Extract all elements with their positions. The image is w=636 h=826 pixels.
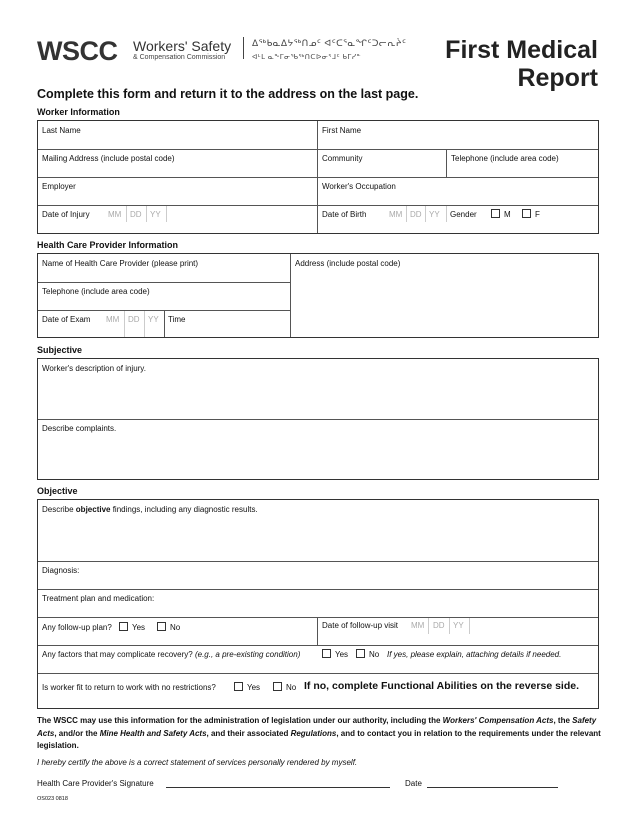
gender-f-checkbox[interactable] (522, 209, 531, 218)
complaints-field[interactable]: Describe complaints. (42, 424, 117, 433)
gender-m-checkbox[interactable] (491, 209, 500, 218)
followup-yy-field[interactable]: YY (453, 621, 464, 630)
findings-bold: objective (75, 505, 111, 514)
worker-telephone-field[interactable]: Telephone (include area code) (451, 154, 559, 163)
community-field[interactable]: Community (322, 154, 363, 163)
first-name-field[interactable]: First Name (322, 126, 362, 135)
logo-compensation: & Compensation Commission (133, 54, 226, 61)
title-line-1: First Medical (445, 36, 598, 64)
birth-yy-field[interactable]: YY (429, 210, 440, 219)
followup-no-checkbox[interactable] (157, 622, 166, 631)
treatment-field[interactable]: Treatment plan and medication: (42, 594, 155, 603)
injury-mm-field[interactable]: MM (108, 210, 122, 219)
provider-info-box (37, 253, 599, 338)
logo-syllabics-line1: ᐃᖅᑲᓇᐃᔭᖅᑎᓄᑦ ᐊᑦᑕᕐᓇᖏᑦᑐᓕᕆᔩᑦ (252, 38, 407, 48)
certification-statement: I hereby certify the above is a correct statement of services personally rendered by myself. (37, 758, 358, 767)
legal-p3: , and/or the (54, 728, 100, 738)
factors-q-text: Any factors that may complicate recovery? (42, 650, 193, 659)
factors-note: If yes, please explain, attaching details if needed. (387, 650, 562, 659)
injury-dd-field[interactable]: DD (130, 210, 142, 219)
date-of-exam-label: Date of Exam (42, 315, 91, 324)
date-of-birth-label: Date of Birth (322, 210, 367, 219)
fit-to-work-question: Is worker fit to return to work with no restrictions? (42, 683, 216, 692)
birth-mm-field[interactable]: MM (389, 210, 403, 219)
mailing-address-field[interactable]: Mailing Address (include postal code) (42, 154, 175, 163)
factors-no-label: No (369, 650, 380, 659)
legal-i3: Mine Health and Safety Acts (99, 728, 207, 738)
fit-no-instruction: If no, complete Functional Abilities on the reverse side. (304, 680, 579, 692)
signature-label: Health Care Provider's Signature (37, 779, 154, 788)
title-line-2: Report (517, 64, 598, 92)
provider-address-field[interactable]: Address (include postal code) (295, 259, 401, 268)
last-name-field[interactable]: Last Name (42, 126, 81, 135)
signature-line[interactable] (166, 787, 390, 788)
birth-dd-field[interactable]: DD (410, 210, 422, 219)
logo-workers-safety: Workers' Safety (133, 38, 232, 54)
provider-telephone-field[interactable]: Telephone (include area code) (42, 287, 150, 296)
exam-dd-field[interactable]: DD (128, 315, 140, 324)
worker-section-heading: Worker Information (37, 107, 120, 117)
legal-i1: Workers' Compensation Acts (442, 716, 554, 725)
injury-yy-field[interactable]: YY (150, 210, 161, 219)
worker-info-box (37, 120, 599, 234)
legal-i4: Regulations (290, 728, 337, 738)
wscc-logo: WSCC (37, 36, 118, 66)
diagnosis-field[interactable]: Diagnosis: (42, 566, 80, 575)
legal-p1: The WSCC may use this information for the administration of legislation under our authority, including the (37, 716, 443, 725)
followup-no-label: No (170, 623, 181, 632)
objective-section-heading (37, 486, 78, 496)
followup-mm-field[interactable]: MM (411, 621, 425, 630)
findings-post: findings, including any diagnostic results. (110, 505, 258, 514)
subjective-section-heading: Subjective (37, 345, 83, 355)
factors-no-checkbox[interactable] (356, 649, 365, 658)
followup-question: Any follow-up plan? (42, 623, 112, 632)
legal-p2: , the (553, 716, 573, 725)
occupation-field[interactable]: Worker's Occupation (322, 182, 396, 191)
legal-i2: Safety Acts (37, 716, 597, 738)
form-code: OS023 0818 (37, 796, 68, 802)
objective-section-heading-text: Objective (37, 486, 78, 496)
provider-section-heading: Health Care Provider Information (37, 240, 179, 250)
factors-yes-label: Yes (335, 650, 349, 659)
fit-no-checkbox[interactable] (273, 682, 282, 691)
date-line[interactable] (427, 787, 558, 788)
page-title (378, 36, 598, 92)
gender-f-label: F (535, 210, 540, 219)
date-of-injury-label: Date of Injury (42, 210, 90, 219)
fit-yes-checkbox[interactable] (234, 682, 243, 691)
followup-date-label: Date of follow-up visit (322, 621, 399, 630)
followup-yes-checkbox[interactable] (119, 622, 128, 631)
fit-no-label: No (286, 683, 297, 692)
objective-findings-field[interactable] (42, 505, 258, 514)
injury-description-field[interactable]: Worker's description of injury. (42, 364, 146, 373)
factors-question (42, 650, 300, 659)
subjective-box (37, 358, 599, 480)
exam-yy-field[interactable]: YY (148, 315, 159, 324)
exam-mm-field[interactable]: MM (106, 315, 120, 324)
form-instruction: Complete this form and return it to the address on the last page. (37, 87, 419, 101)
employer-field[interactable]: Employer (42, 182, 76, 191)
fit-yes-label: Yes (247, 683, 261, 692)
privacy-notice (37, 715, 602, 753)
legal-p5: , and to contact you in relation to the requirements under the relevant legislation. (37, 728, 601, 750)
followup-yes-label: Yes (132, 623, 146, 632)
objective-box (37, 499, 599, 709)
logo-syllabics-line2: ᐊᒻᒪ ᓇᖕᒥᓂᖃᖅᑎᑕᐅᓂᕐᒧᑦ ᑲᒥᓯᓐ (252, 54, 362, 61)
exam-time-field[interactable]: Time (168, 315, 186, 324)
legal-p4: , and their associated (206, 728, 291, 738)
findings-pre: Describe (42, 505, 76, 514)
factors-eg-text: (e.g., a pre-existing condition) (194, 650, 301, 659)
followup-dd-field[interactable]: DD (433, 621, 445, 630)
factors-yes-checkbox[interactable] (322, 649, 331, 658)
provider-name-field[interactable]: Name of Health Care Provider (please print) (42, 259, 199, 268)
logo-divider (243, 37, 244, 59)
gender-label: Gender (450, 210, 477, 219)
date-label: Date (405, 779, 422, 788)
gender-m-label: M (504, 210, 511, 219)
